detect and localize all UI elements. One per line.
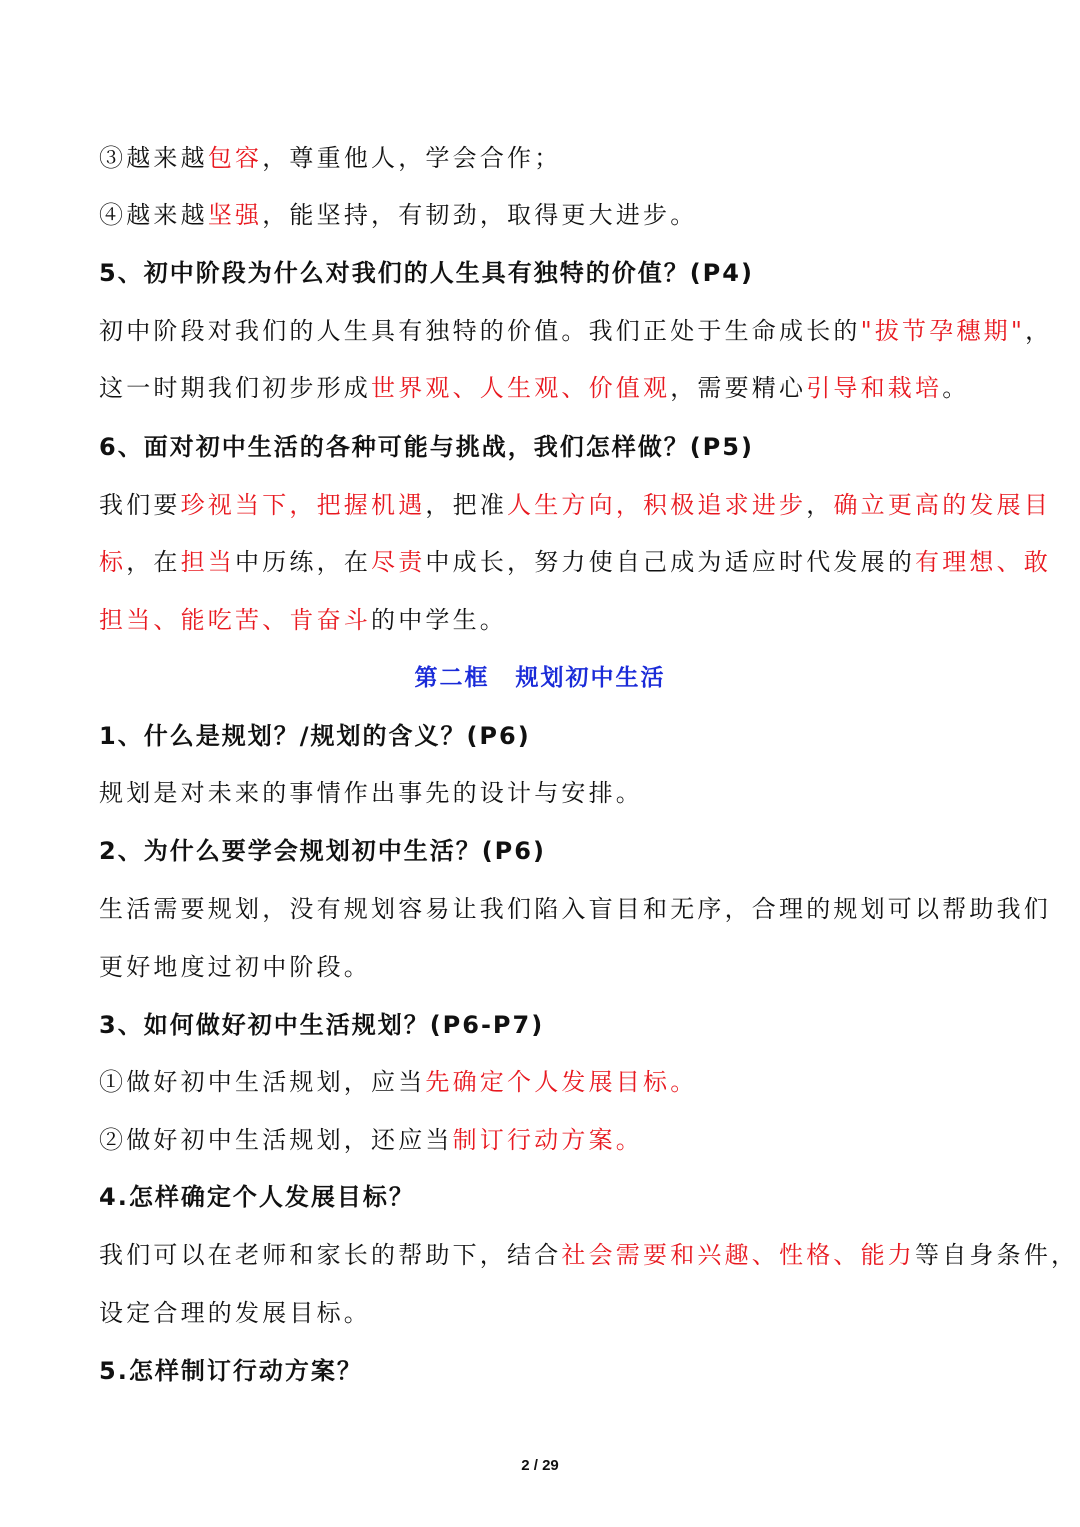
highlight: 引导和栽培	[806, 374, 943, 402]
highlight: 制订行动方案。	[452, 1126, 644, 1154]
highlight: "拔节孕穗期"	[860, 317, 1026, 345]
paragraph-line: 担当、能吃苦、肯奋斗的中学生。	[99, 606, 507, 634]
highlight: 珍视当下，把握机遇	[180, 491, 426, 519]
highlight: 有理想、敢	[915, 548, 1052, 576]
list-item-4: ④越来越坚强，能坚持，有韧劲，取得更大进步。	[99, 201, 698, 229]
question-heading: 5、初中阶段为什么对我们的人生具有独特的价值？(P4)	[99, 259, 754, 287]
highlight: 人生方向，积极追求进步	[507, 491, 807, 519]
highlight: 担当、能吃苦、肯奋斗	[99, 606, 371, 634]
highlight: 包容	[207, 144, 263, 172]
paragraph-line: 我们要珍视当下，把握机遇，把准人生方向，积极追求进步，确立更高的发展目	[99, 491, 1052, 519]
paragraph-line: 规划是对未来的事情作出事先的设计与安排。	[99, 779, 643, 807]
highlight: 先确定个人发展目标。	[425, 1068, 698, 1096]
question-heading: 2、为什么要学会规划初中生活？(P6)	[99, 837, 546, 865]
list-item-3: ③越来越包容，尊重他人，学会合作；	[99, 144, 562, 172]
highlight: 世界观、人生观、价值观	[371, 374, 671, 402]
paragraph-line: 初中阶段对我们的人生具有独特的价值。我们正处于生命成长的"拔节孕穗期"，	[99, 317, 1053, 345]
paragraph-line: 生活需要规划，没有规划容易让我们陷入盲目和无序，合理的规划可以帮助我们	[99, 895, 1051, 923]
section-title: 第二框 规划初中生活	[414, 665, 666, 691]
question-heading: 6、面对初中生活的各种可能与挑战，我们怎样做？(P5)	[99, 433, 754, 461]
highlight: 担当	[180, 548, 236, 576]
list-item-2: ②做好初中生活规划，还应当制订行动方案。	[99, 1126, 644, 1154]
question-heading: 1、什么是规划？/规划的含义？(P6)	[99, 722, 531, 750]
highlight: 尽责	[371, 548, 426, 576]
paragraph-line: 设定合理的发展目标。	[99, 1299, 371, 1327]
question-heading: 5.怎样制订行动方案？	[99, 1357, 363, 1385]
paragraph-line: 标，在担当中历练，在尽责中成长，努力使自己成为适应时代发展的有理想、敢	[99, 548, 1052, 576]
paragraph-line: 这一时期我们初步形成世界观、人生观、价值观，需要精心引导和栽培。	[99, 374, 970, 402]
highlight: 确立更高的发展目	[833, 491, 1052, 519]
paragraph-line: 我们可以在老师和家长的帮助下，结合社会需要和兴趣、性格、能力等自身条件，	[99, 1241, 1079, 1269]
list-item-1: ①做好初中生活规划，应当先确定个人发展目标。	[99, 1068, 698, 1096]
paragraph-line: 更好地度过初中阶段。	[99, 953, 371, 981]
question-heading: 4.怎样确定个人发展目标？	[99, 1183, 415, 1211]
highlight: 坚强	[207, 201, 263, 229]
highlight: 社会需要和兴趣、性格、能力	[561, 1241, 916, 1269]
highlight: 标	[99, 548, 127, 576]
page-number: 2 / 29	[521, 1457, 559, 1474]
question-heading: 3、如何做好初中生活规划？(P6-P7)	[99, 1011, 545, 1039]
